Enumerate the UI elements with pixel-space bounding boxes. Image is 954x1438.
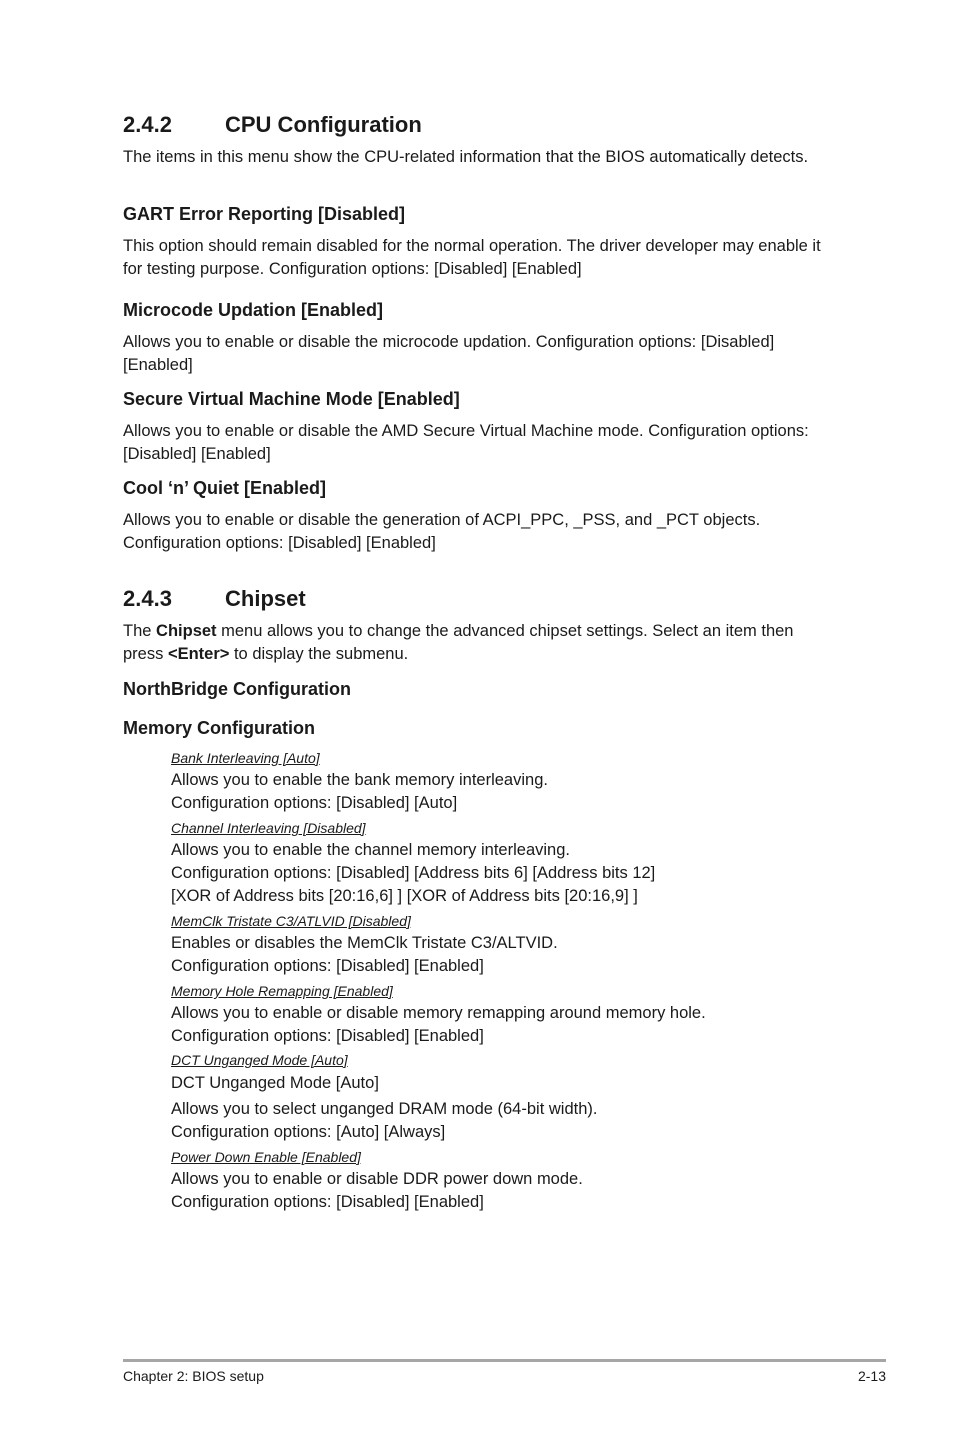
section-intro-chipset: The Chipset menu allows you to change the advanced chipset settings. Select an item then press <Enter> to display the submenu. [123, 622, 794, 663]
subitem-text: DCT Unganged Mode [Auto] [171, 1074, 379, 1092]
section-heading-2-4-3: 2.4.3 Chipset [123, 586, 306, 611]
subitem-title-memclk-tristate: MemClk Tristate C3/ATLVID [Disabled] [171, 913, 411, 929]
subitem-text: Allows you to enable or disable DDR power down mode. [171, 1170, 583, 1188]
subitem-text: Configuration options: [Disabled] [Auto] [171, 794, 458, 812]
item-heading-gart-error: GART Error Reporting [Disabled] [123, 204, 406, 224]
footer-page-number: 2-13 [857, 1368, 886, 1384]
item-text-svm: Allows you to enable or disable the AMD Secure Virtual Machine mode. Configuration options: [Disabled] [Enabled] [123, 422, 809, 463]
subitem-text: Configuration options: [Disabled] [Enabled] [171, 957, 484, 975]
item-text-gart-error: This option should remain disabled for the normal operation. The driver developer may enable it for testing purpose. Configuration options: [Disabled] [Enabled] [123, 237, 821, 278]
subitem-title-channel-interleaving: Channel Interleaving [Disabled] [171, 820, 366, 836]
subitem-text: Configuration options: [Disabled] [Address bits 6] [Address bits 12] [171, 864, 656, 882]
memory-config-heading: Memory Configuration [123, 718, 315, 738]
item-text-microcode: Allows you to enable or disable the microcode updation. Configuration options: [Disabled] [Enabled] [123, 333, 775, 374]
subitem-text: Allows you to enable the bank memory interleaving. [171, 771, 548, 789]
section-intro: The items in this menu show the CPU-related information that the BIOS automatically detects. [123, 148, 809, 166]
northbridge-heading: NorthBridge Configuration [123, 679, 351, 699]
subitem-title-dct-unganged: DCT Unganged Mode [Auto] [171, 1052, 348, 1068]
subitem-title-memory-hole: Memory Hole Remapping [Enabled] [171, 983, 393, 999]
subitem-text: Configuration options: [Auto] [Always] [171, 1123, 446, 1141]
item-text-cool-n-quiet: Allows you to enable or disable the generation of ACPI_PPC, _PSS, and _PCT objects. Configuration options: [Disabled] [Enabled] [123, 511, 761, 552]
subitem-title-bank-interleaving: Bank Interleaving [Auto] [171, 750, 320, 766]
footer-chapter: Chapter 2: BIOS setup [123, 1368, 264, 1384]
subitem-text: Allows you to select unganged DRAM mode (64-bit width). [171, 1100, 598, 1118]
subitem-title-power-down: Power Down Enable [Enabled] [171, 1149, 361, 1165]
subitem-text: Enables or disables the MemClk Tristate C3/ALTVID. [171, 934, 558, 952]
subitem-text: [XOR of Address bits [20:16,6] ] [XOR of Address bits [20:16,9] ] [171, 887, 638, 905]
item-heading-svm: Secure Virtual Machine Mode [Enabled] [123, 389, 460, 409]
subitem-text: Configuration options: [Disabled] [Enabled] [171, 1193, 484, 1211]
section-heading-2-4-2: 2.4.2 CPU Configuration [123, 112, 422, 137]
subitem-text: Allows you to enable the channel memory interleaving. [171, 841, 570, 859]
subitem-text: Allows you to enable or disable memory remapping around memory hole. [171, 1004, 706, 1022]
item-heading-cool-n-quiet: Cool ‘n’ Quiet [Enabled] [123, 478, 327, 498]
footer-divider [123, 1359, 886, 1362]
item-heading-microcode: Microcode Updation [Enabled] [123, 300, 384, 320]
subitem-text: Configuration options: [Disabled] [Enabled] [171, 1027, 484, 1045]
